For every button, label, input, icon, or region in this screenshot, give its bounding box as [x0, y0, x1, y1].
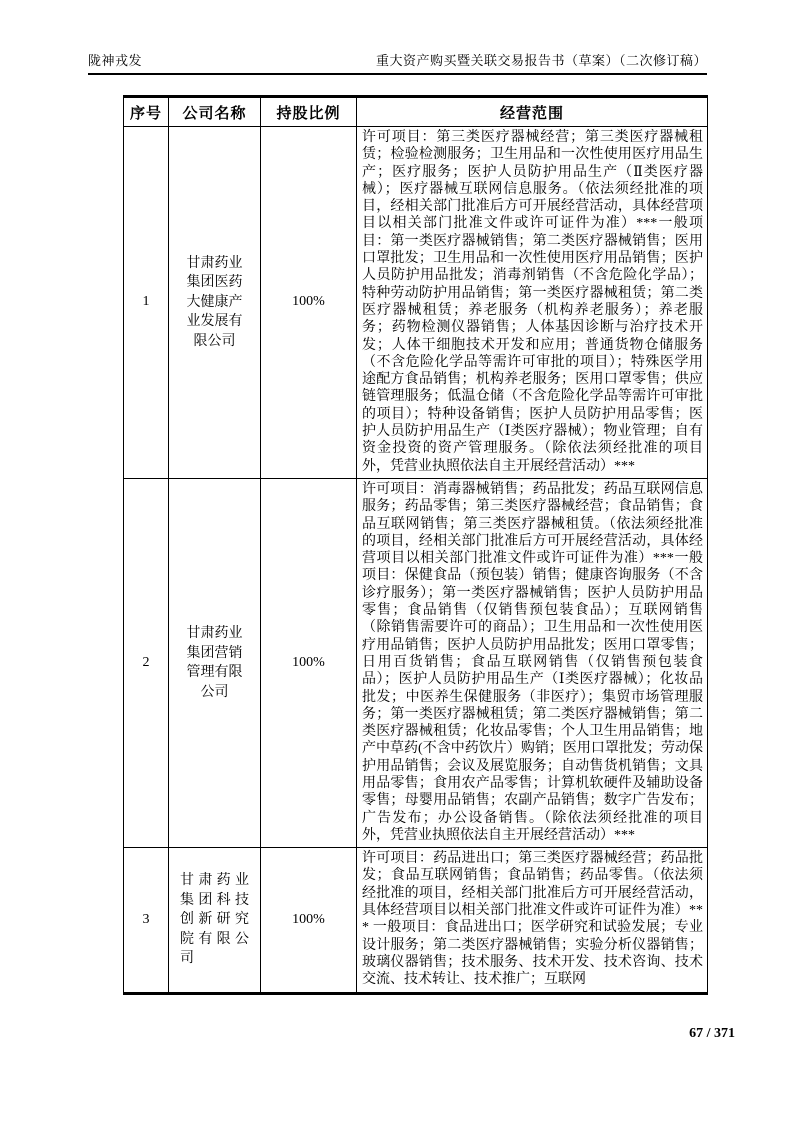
cell-business-scope: 许可项目：第三类医疗器械经营；第三类医疗器械租赁；检验检测服务；卫生用品和一次性使用医疗用品生产；医疗服务；医护人员防护用品生产（Ⅱ类医疗器械）；医疗器械互联网信息服务。（依法须经批准的项目，经相关部门批准后方可开展经营活动，具体经营项目以相关部门批准文件或许可证件为准）***一般项目：第一类医疗器械销售；第二类医疗器械销售；医用口罩批发；卫生用品和一次性使用医疗用品销售；医护人员防护用品批发；消毒剂销售（不含危险化学品）；特种劳动防护用品销售；第一类医疗器械租赁；第二类医疗器械租赁；养老服务（机构养老服务）；养老服务；药物检测仪器销售；人体基因诊断与治疗技术开发；人体干细胞技术开发和应用；普通货物仓储服务（不含危险化学品等需许可审批的项目）；特殊医学用途配方食品销售；机构养老服务；医用口罩零售；供应链管理服务；低温仓储（不含危险化学品等需许可审批的项目）；特种设备销售；医护人员防护用品零售；医护人员防护用品生产（Ⅰ类医疗器械）；物业管理；自有资金投资的资产管理服务。（除依法须经批准的项目外，凭营业执照依法自主开展经营活动）***	[357, 127, 708, 479]
column-header-index: 序号	[124, 97, 169, 127]
cell-shareholding-ratio: 100%	[261, 848, 357, 993]
running-header	[88, 50, 707, 75]
cell-index: 3	[124, 848, 169, 993]
table-header-row	[124, 97, 708, 127]
header-document-title: 重大资产购买暨关联交易报告书（草案）（二次修订稿）	[375, 53, 707, 68]
cell-index: 1	[124, 127, 169, 479]
table-row	[124, 478, 708, 847]
cell-company-name: 甘肃药业集团医药大健康产业发展有限公司	[169, 127, 261, 479]
cell-business-scope: 许可项目：消毒器械销售；药品批发；药品互联网信息服务；药品零售；第三类医疗器械经营；食品销售；食品互联网销售；第三类医疗器械租赁。（依法须经批准的项目，经相关部门批准后方可开展经营活动，具体经营项目以相关部门批准文件或许可证件为准）***一般项目：保健食品（预包装）销售；健康咨询服务（不含诊疗服务）；第一类医疗器械销售；医护人员防护用品零售；食品销售（仅销售预包装食品）；互联网销售（除销售需要许可的商品）；卫生用品和一次性使用医疗用品销售；医护人员防护用品批发；医用口罩零售；日用百货销售；食品互联网销售（仅销售预包装食品）；医护人员防护用品生产（Ⅰ类医疗器械）；化妆品批发；中医养生保健服务（非医疗）；集贸市场管理服务；第一类医疗器械租赁；第二类医疗器械销售；第二类医疗器械租赁；化妆品零售；个人卫生用品销售；地产中草药(不含中药饮片）购销；医用口罩批发；劳动保护用品销售；会议及展览服务；自动售货机销售；文具用品零售；食用农产品零售；计算机软硬件及辅助设备零售；母婴用品销售；农副产品销售；数字广告发布；广告发布；办公设备销售。（除依法须经批准的项目外，凭营业执照依法自主开展经营活动）***	[357, 478, 708, 847]
cell-business-scope: 许可项目：药品进出口；第三类医疗器械经营；药品批发；食品互联网销售；食品销售；药品零售。（依法须经批准的项目，经相关部门批准后方可开展经营活动，具体经营项目以相关部门批准文件或许可证件为准）*** 一般项目：食品进出口；医学研究和试验发展；专业设计服务；第二类医疗器械销售；实验分析仪器销售；玻璃仪器销售；技术服务、技术开发、技术咨询、技术交流、技术转让、技术推广；互联网	[357, 848, 708, 993]
page-number: 67 / 371	[689, 1026, 735, 1041]
column-header-shareholding-ratio: 持股比例	[261, 97, 357, 127]
header-company-short-name: 陇神戎发	[88, 53, 143, 68]
cell-shareholding-ratio: 100%	[261, 478, 357, 847]
cell-company-name: 甘肃药业集团科技创新研究院有限公司	[169, 848, 261, 993]
subsidiaries-table	[123, 95, 708, 995]
cell-index: 2	[124, 478, 169, 847]
cell-shareholding-ratio: 100%	[261, 127, 357, 479]
table-row	[124, 848, 708, 993]
column-header-business-scope: 经营范围	[357, 97, 708, 127]
table-row	[124, 127, 708, 479]
cell-company-name: 甘肃药业集团营销管理有限公司	[169, 478, 261, 847]
column-header-company-name: 公司名称	[169, 97, 261, 127]
